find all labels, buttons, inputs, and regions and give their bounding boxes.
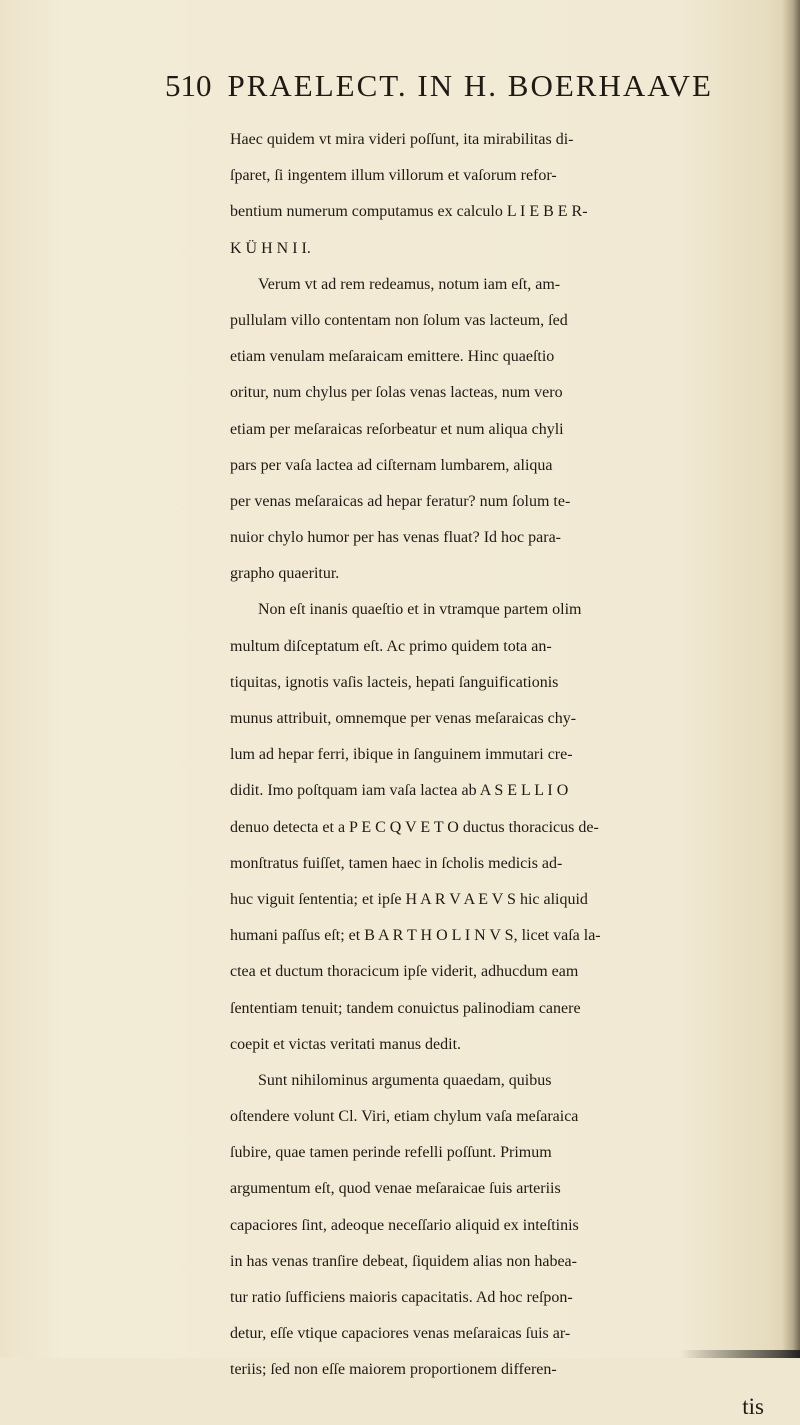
page-number: 510 bbox=[165, 68, 212, 103]
running-title: PRAELECT. IN H. BOERHAAVE bbox=[227, 68, 713, 103]
text-line: munus attribuit, omnemque per venas meſaraicas chy- bbox=[230, 710, 577, 727]
text-line: ſubire, quae tamen perinde refelli poſſunt. Primum bbox=[230, 1144, 552, 1162]
text-line: pars per vaſa lactea ad ciſternam lumbarem, aliqua bbox=[230, 456, 553, 474]
text-line: pullulam villo contentam non ſolum vas lacteum, ſed bbox=[230, 311, 568, 329]
text-line: etiam venulam meſaraicam emittere. Hinc quaeſtio bbox=[230, 348, 555, 366]
text-line: K Ü H N I I. bbox=[230, 239, 311, 257]
text-line: Haec quidem vt mira videri poſſunt, ita mirabilitas di- bbox=[230, 131, 574, 148]
text-line: Non eſt inanis quaeſtio et in vtramque partem olim bbox=[258, 601, 582, 619]
text-line: etiam per meſaraicas reſorbeatur et num aliqua chyli bbox=[230, 420, 564, 438]
running-header bbox=[165, 68, 725, 104]
text-line: monſtratus fuiſſet, tamen haec in ſcholis medicis ad- bbox=[230, 854, 563, 872]
text-line: ſparet, ſi ingentem illum villorum et vaſorum refor- bbox=[230, 167, 557, 185]
page-corner-shadow bbox=[680, 1350, 800, 1358]
page-edge-shadow bbox=[782, 0, 800, 1358]
text-line: grapho quaeritur. bbox=[230, 565, 340, 583]
text-line: coepit et victas veritati manus dedit. bbox=[230, 1035, 462, 1053]
text-line: tiquitas, ignotis vaſis lacteis, hepati ſanguificationis bbox=[230, 673, 559, 691]
text-line: argumentum eſt, quod venae meſaraicae ſuis arteriis bbox=[230, 1180, 561, 1198]
text-line: in has venas tranſire debeat, ſiquidem alias non habea- bbox=[230, 1252, 577, 1270]
text-line: tur ratio ſufficiens maioris capacitatis. Ad hoc reſpon- bbox=[230, 1289, 573, 1306]
text-line: ſententiam tenuit; tandem conuictus palinodiam canere bbox=[230, 999, 581, 1017]
text-line: bentium numerum computamus ex calculo L I E B E R- bbox=[230, 203, 588, 221]
text-line: per venas meſaraicas ad hepar feratur? num ſolum te- bbox=[230, 492, 571, 510]
text-line: denuo detecta et a P E C Q V E T O ductus thoracicus de- bbox=[230, 818, 599, 836]
text-line: oſtendere volunt Cl. Viri, etiam chylum vaſa meſaraica bbox=[230, 1108, 579, 1126]
catchword: tis bbox=[742, 1393, 764, 1419]
text-line: oritur, num chylus per ſolas venas lacteas, num vero bbox=[230, 384, 563, 402]
text-line: capaciores ſint, adeoque neceſſario aliquid ex inteſtinis bbox=[230, 1216, 579, 1234]
text-line: multum diſceptatum eſt. Ac primo quidem tota an- bbox=[230, 637, 552, 655]
text-line: Sunt nihilominus argumenta quaedam, quibus bbox=[258, 1071, 552, 1089]
text-line: detur, eſſe vtique capaciores venas meſaraicas ſuis ar- bbox=[230, 1325, 571, 1343]
text-line: lum ad hepar ferri, ibique in ſanguinem immutari cre- bbox=[230, 746, 573, 764]
text-line: didit. Imo poſtquam iam vaſa lactea ab A S E L L I O bbox=[230, 782, 569, 800]
text-line: Verum vt ad rem redeamus, notum iam eſt, am- bbox=[258, 275, 561, 293]
text-line: ctea et ductum thoracicum ipſe viderit, adhucdum eam bbox=[230, 963, 579, 981]
text-line: humani paſſus eſt; et B A R T H O L I N V S, licet vaſa la- bbox=[230, 927, 601, 945]
text-line: teriis; ſed non eſſe maiorem proportionem differen- bbox=[230, 1361, 557, 1379]
text-line: huc viguit ſententia; et ipſe H A R V A E V S hic aliquid bbox=[230, 890, 588, 908]
text-line: nuior chylo humor per has venas fluat? Id hoc para- bbox=[230, 529, 561, 547]
body-text bbox=[230, 122, 790, 1425]
